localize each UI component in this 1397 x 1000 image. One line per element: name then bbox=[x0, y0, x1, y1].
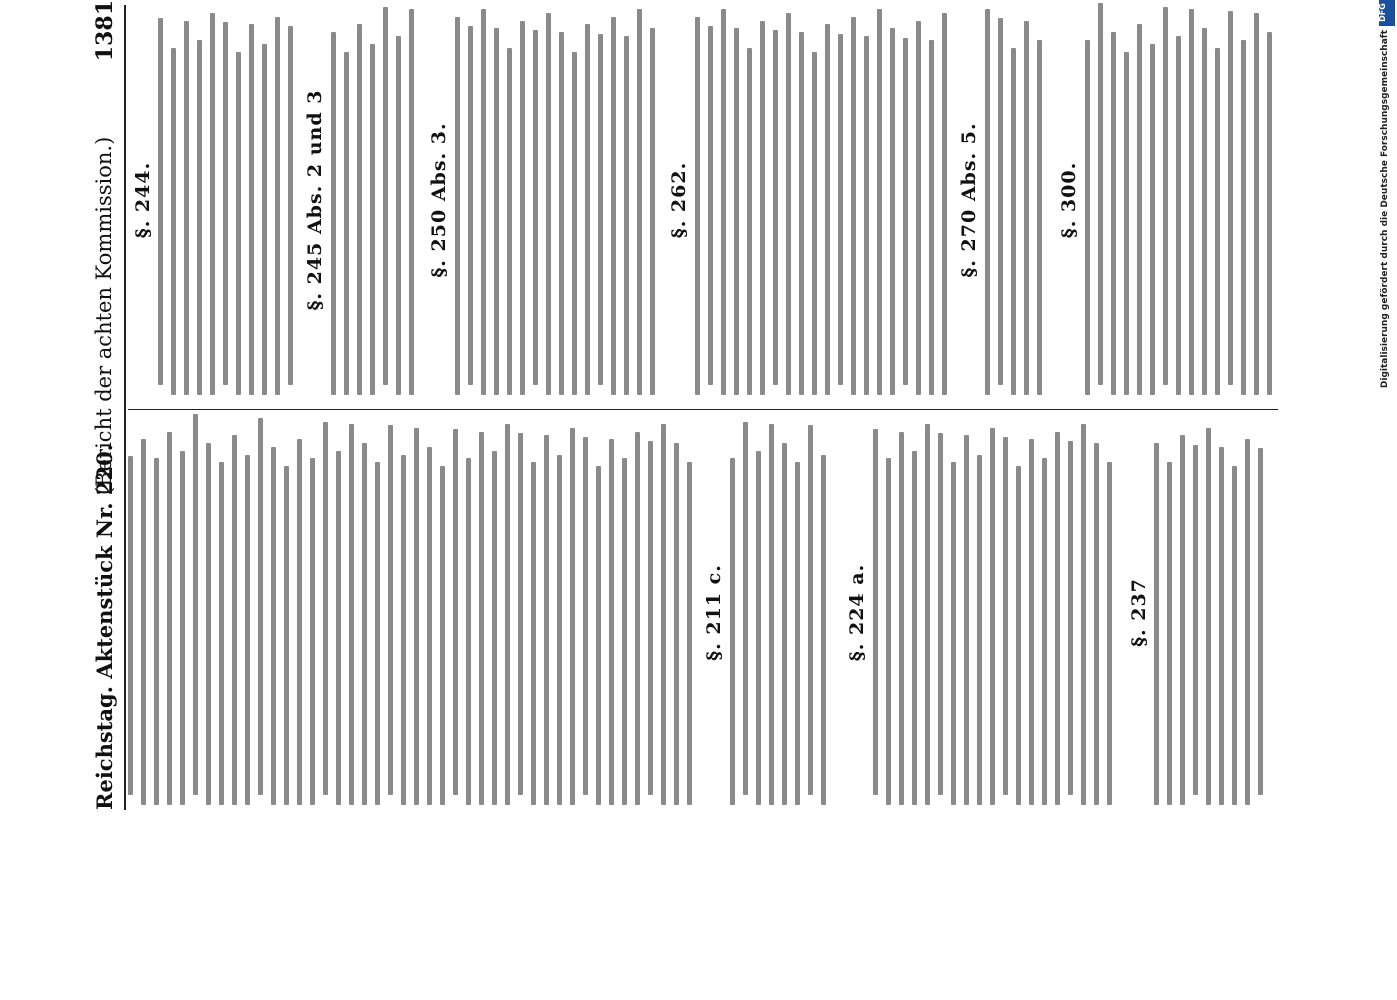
section-heading-244: §. 244. bbox=[132, 161, 154, 239]
text-line bbox=[128, 456, 133, 795]
right-column bbox=[128, 5, 1278, 395]
text-line bbox=[760, 21, 765, 395]
text-line bbox=[583, 437, 588, 795]
text-line bbox=[1176, 36, 1181, 395]
text-line bbox=[370, 44, 375, 395]
text-line bbox=[494, 28, 499, 395]
digitization-stamp bbox=[1377, 0, 1395, 1000]
text-line bbox=[141, 439, 146, 805]
text-line bbox=[825, 25, 830, 396]
text-line bbox=[310, 459, 315, 806]
text-line bbox=[1042, 459, 1047, 806]
text-line bbox=[383, 7, 388, 385]
text-line bbox=[821, 455, 826, 805]
text-line bbox=[184, 21, 189, 395]
stamp-text: Digitalisierung gefördert durch die Deutsche Forschungsgemeinschaft bbox=[1380, 30, 1390, 389]
text-line bbox=[1068, 441, 1073, 795]
text-line bbox=[401, 455, 406, 805]
text-line bbox=[609, 439, 614, 805]
section-heading-237: §. 237 bbox=[1128, 578, 1150, 647]
text-line bbox=[249, 25, 254, 396]
text-line bbox=[674, 443, 679, 805]
text-line bbox=[288, 26, 293, 385]
text-line bbox=[1137, 25, 1142, 396]
text-line bbox=[624, 36, 629, 395]
text-line bbox=[585, 25, 590, 396]
text-line bbox=[1245, 439, 1250, 805]
text-line bbox=[1219, 447, 1224, 805]
text-line bbox=[782, 443, 787, 805]
text-line bbox=[1215, 48, 1220, 395]
text-line bbox=[275, 17, 280, 395]
text-line bbox=[344, 52, 349, 395]
text-line bbox=[167, 432, 172, 805]
text-line bbox=[1228, 11, 1233, 385]
text-line bbox=[331, 32, 336, 395]
text-line bbox=[795, 462, 800, 805]
text-line bbox=[598, 34, 603, 385]
text-line bbox=[903, 38, 908, 385]
text-line bbox=[648, 441, 653, 795]
text-line bbox=[1029, 439, 1034, 805]
text-line bbox=[414, 428, 419, 805]
text-line bbox=[336, 451, 341, 805]
text-line bbox=[481, 9, 486, 395]
text-line bbox=[622, 459, 627, 806]
text-line bbox=[1258, 449, 1263, 796]
text-line bbox=[505, 424, 510, 805]
text-line bbox=[1202, 28, 1207, 395]
text-line bbox=[232, 435, 237, 805]
text-line bbox=[245, 455, 250, 805]
text-line bbox=[799, 32, 804, 395]
section-heading-211c: §. 211 c. bbox=[703, 564, 725, 661]
text-line bbox=[929, 40, 934, 395]
text-line bbox=[786, 13, 791, 395]
text-line bbox=[297, 439, 302, 805]
text-line bbox=[1189, 9, 1194, 395]
text-line bbox=[743, 422, 748, 795]
text-line bbox=[730, 459, 735, 806]
text-line bbox=[873, 429, 878, 795]
text-line bbox=[375, 462, 380, 805]
text-line bbox=[925, 424, 930, 805]
text-line bbox=[479, 432, 484, 805]
text-line bbox=[1206, 428, 1211, 805]
text-line bbox=[1037, 40, 1042, 395]
text-line bbox=[453, 429, 458, 795]
section-heading-245: §. 245 Abs. 2 und 3 bbox=[304, 89, 326, 311]
text-line bbox=[210, 13, 215, 395]
text-line bbox=[1107, 462, 1112, 805]
text-line bbox=[1163, 7, 1168, 385]
text-line bbox=[769, 424, 774, 805]
text-line bbox=[964, 435, 969, 805]
text-line bbox=[262, 44, 267, 395]
text-line bbox=[158, 18, 163, 385]
text-line bbox=[533, 30, 538, 385]
text-line bbox=[1081, 424, 1086, 805]
section-heading-224a: §. 224 a. bbox=[846, 563, 868, 662]
text-line bbox=[1254, 13, 1259, 395]
text-line bbox=[455, 17, 460, 395]
text-line bbox=[396, 36, 401, 395]
section-heading-300: §. 300. bbox=[1058, 161, 1080, 239]
section-heading-250: §. 250 Abs. 3. bbox=[428, 122, 450, 278]
text-line bbox=[197, 40, 202, 395]
text-line bbox=[747, 48, 752, 395]
text-line bbox=[1232, 466, 1237, 805]
text-line bbox=[773, 30, 778, 385]
text-line bbox=[650, 28, 655, 395]
text-line bbox=[362, 443, 367, 805]
text-line bbox=[1267, 32, 1272, 395]
text-line bbox=[637, 9, 642, 395]
section-heading-270: §. 270 Abs. 5. bbox=[958, 122, 980, 278]
text-line bbox=[180, 451, 185, 805]
text-line bbox=[851, 17, 856, 395]
text-line bbox=[284, 466, 289, 805]
text-line bbox=[721, 9, 726, 395]
text-line bbox=[977, 455, 982, 805]
text-line bbox=[734, 28, 739, 395]
running-header-middle: (Bericht der achten Kommission.) bbox=[92, 136, 116, 495]
text-line bbox=[559, 32, 564, 395]
text-line bbox=[1016, 466, 1021, 805]
text-line bbox=[1150, 44, 1155, 395]
text-line bbox=[1003, 437, 1008, 795]
text-line bbox=[409, 9, 414, 395]
dfg-logo-icon: DFG bbox=[1379, 0, 1395, 26]
text-line bbox=[206, 443, 211, 805]
header-rule bbox=[124, 5, 126, 810]
text-line bbox=[570, 428, 575, 805]
text-line bbox=[899, 432, 904, 805]
text-line bbox=[877, 9, 882, 395]
text-line bbox=[1111, 32, 1116, 395]
text-line bbox=[708, 26, 713, 385]
text-line bbox=[258, 418, 263, 795]
text-line bbox=[1154, 443, 1159, 805]
text-line bbox=[1055, 432, 1060, 805]
text-line bbox=[219, 462, 224, 805]
text-line bbox=[912, 451, 917, 805]
text-line bbox=[687, 462, 692, 805]
text-line bbox=[323, 422, 328, 795]
text-line bbox=[1180, 435, 1185, 805]
text-line bbox=[440, 466, 445, 805]
text-line bbox=[756, 451, 761, 805]
text-line bbox=[492, 451, 497, 805]
text-line bbox=[520, 21, 525, 395]
text-line bbox=[661, 424, 666, 805]
text-line bbox=[427, 447, 432, 805]
text-line bbox=[349, 424, 354, 805]
text-line bbox=[938, 433, 943, 795]
text-line bbox=[998, 18, 1003, 385]
text-line bbox=[531, 462, 536, 805]
text-line bbox=[468, 26, 473, 385]
text-line bbox=[466, 459, 471, 806]
text-line bbox=[1241, 40, 1246, 395]
text-line bbox=[611, 17, 616, 395]
text-line bbox=[838, 34, 843, 385]
left-column bbox=[128, 420, 1278, 805]
running-header-left: Reichstag. Aktenstück Nr. 220. bbox=[92, 444, 117, 810]
text-line bbox=[1024, 21, 1029, 395]
text-line bbox=[271, 447, 276, 805]
text-line bbox=[154, 459, 159, 806]
text-line bbox=[1094, 443, 1099, 805]
text-line bbox=[985, 9, 990, 395]
text-line bbox=[193, 414, 198, 795]
column-divider bbox=[128, 409, 1278, 410]
text-line bbox=[236, 52, 241, 395]
text-line bbox=[886, 459, 891, 806]
text-line bbox=[1193, 445, 1198, 795]
section-heading-262: §. 262. bbox=[668, 161, 690, 239]
text-line bbox=[1011, 48, 1016, 395]
text-line bbox=[635, 432, 640, 805]
text-line bbox=[695, 17, 700, 395]
text-line bbox=[357, 25, 362, 396]
text-line bbox=[596, 466, 601, 805]
text-line bbox=[990, 428, 995, 805]
text-line bbox=[518, 433, 523, 795]
page-number: 1381 bbox=[92, 0, 118, 62]
text-line bbox=[951, 462, 956, 805]
text-line bbox=[544, 435, 549, 805]
text-line bbox=[808, 425, 813, 795]
text-line bbox=[812, 52, 817, 395]
text-line bbox=[1085, 40, 1090, 395]
text-line bbox=[1098, 3, 1103, 385]
text-line bbox=[507, 48, 512, 395]
text-line bbox=[916, 21, 921, 395]
text-line bbox=[388, 425, 393, 795]
text-line bbox=[223, 22, 228, 385]
text-line bbox=[546, 13, 551, 395]
text-line bbox=[890, 28, 895, 395]
text-line bbox=[557, 455, 562, 805]
text-line bbox=[171, 48, 176, 395]
text-line bbox=[864, 36, 869, 395]
text-line bbox=[1167, 462, 1172, 805]
text-line bbox=[1124, 52, 1129, 395]
text-line bbox=[942, 13, 947, 395]
text-line bbox=[572, 52, 577, 395]
